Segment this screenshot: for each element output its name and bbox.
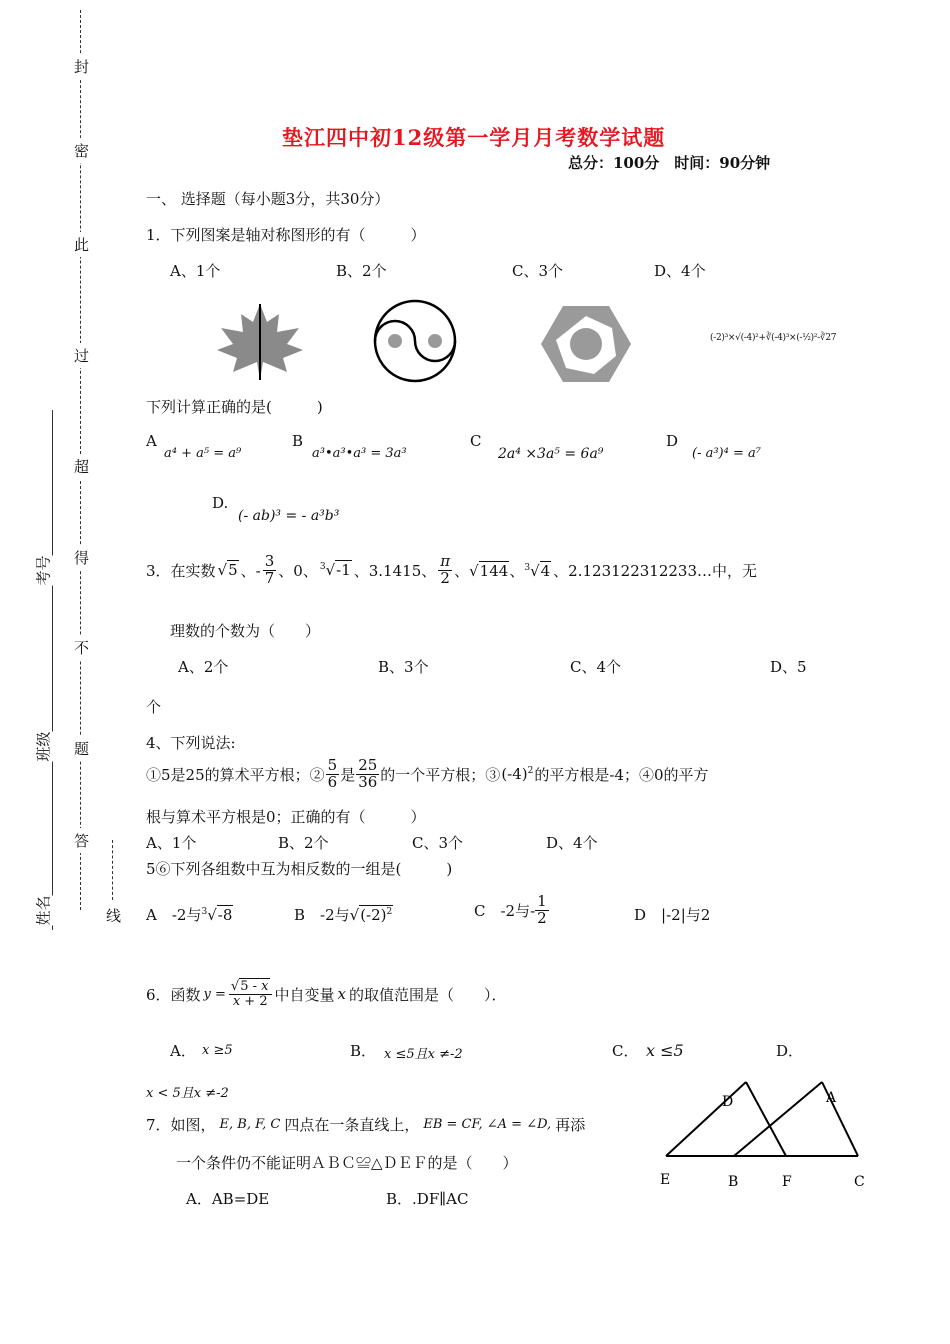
- seal-char-8: 题: [74, 736, 89, 761]
- q3-option-c: C、4个: [570, 658, 622, 676]
- q1-option-b: B、2个: [336, 262, 387, 280]
- q2-stem: 下列计算正确的是( ): [146, 398, 323, 416]
- q7-option-a: A．AB=DE: [186, 1190, 270, 1208]
- q3-stem2: 理数的个数为（ ）: [170, 622, 321, 640]
- q4-line1-b: 是: [340, 765, 356, 784]
- q6-option-c-expr: x ≤5: [646, 1041, 684, 1060]
- label-e: E: [660, 1172, 671, 1188]
- q3-sqrt5: √5: [217, 561, 238, 580]
- q7-condition: EB = CF, ∠A = ∠D,: [423, 1117, 552, 1132]
- q3-option-b: B、3个: [378, 658, 429, 676]
- q1-option-c: C、3个: [512, 262, 564, 280]
- q7-stem-c: 再添: [555, 1116, 586, 1134]
- q1-option-a: A、1个: [170, 262, 221, 280]
- q2-expr-a: a⁴ + a⁵ = a⁹: [164, 446, 242, 461]
- q7-stem-a: 7．如图，: [146, 1116, 216, 1134]
- q2-expr-d2: (- ab)³ = - a³b³: [238, 508, 340, 524]
- q5-option-a: A -2与$^3$√-8: [146, 906, 233, 924]
- q6-x: x: [337, 985, 346, 1004]
- q6-option-d-label: D．: [776, 1042, 804, 1060]
- label-b: B: [728, 1174, 739, 1190]
- q2-label-d: D: [666, 432, 679, 450]
- q7-points: E, B, F, C: [219, 1117, 281, 1132]
- q6-y: y =: [203, 986, 226, 1002]
- q4-frac-25-36: $\frac{25}{36}$: [358, 756, 378, 791]
- q7-line2: 一个条件仍不能证明ＡＢＣ≌△ＤＥＦ的是（ ）: [176, 1154, 518, 1172]
- seal-char-2: 密: [74, 138, 89, 163]
- q1-option-d: D、4个: [654, 262, 706, 280]
- q7-stem-b: 四点在一条直线上，: [284, 1116, 420, 1134]
- q1-stem: 1．下列图案是轴对称图形的有（ ）: [146, 226, 426, 244]
- q4-stem: 4、下列说法:: [146, 734, 236, 752]
- q5-option-b: B -2与$√(-2)^2$: [294, 906, 393, 924]
- q4-line1-c: 的一个平方根；③: [380, 765, 501, 784]
- label-f: F: [782, 1174, 792, 1190]
- q3-cbrt-neg1: $^3$√-1: [319, 561, 351, 580]
- q6-option-b-label: B．: [350, 1042, 377, 1060]
- triangles-figure: [650, 1076, 870, 1196]
- q6-option-d-expr: x < 5且x ≠-2: [146, 1086, 229, 1101]
- q3-stem-line: [146, 554, 757, 587]
- q6-option-a-label: A．: [170, 1042, 196, 1060]
- q4-option-b: B、2个: [278, 834, 329, 852]
- q4-option-a: A、1个: [146, 834, 197, 852]
- q4-neg4-squared: $(-4)^2$: [501, 765, 534, 784]
- q3-stem-b: 、0、: [278, 561, 318, 580]
- q3-option-d: D、5: [770, 658, 807, 676]
- q6-option-c-label: C．: [612, 1042, 639, 1060]
- q3-stem-a: 3．在实数: [146, 561, 216, 580]
- q2-expr-b: a³•a³•a³ = 3a³: [312, 446, 407, 461]
- q2-label-b: B: [292, 432, 304, 450]
- q5-stem: 5⑥下列各组数中互为相反数的一组是( ): [146, 860, 453, 878]
- q7-option-b: B．.DF∥AC: [386, 1190, 469, 1208]
- seal-char-7: 不: [74, 635, 89, 660]
- q5-option-c: C -2与- $\frac{1}{2}$: [474, 892, 547, 927]
- label-d: D: [722, 1094, 734, 1110]
- q1-expression-image: (-2)³×√(-4)²+∛(-4)³×(-½)²-∛27: [710, 333, 837, 343]
- q6-option-b-expr: x ≤5且x ≠-2: [384, 1047, 463, 1062]
- q3-stem-c: 、3.1415、: [353, 561, 437, 580]
- q4-frac-5-6: $\frac{5}{6}$: [327, 756, 338, 791]
- q7-stem-line: [146, 1114, 585, 1135]
- q2-expr-d: (- a³)⁴ = a⁷: [692, 446, 761, 461]
- field-exam-number: 考号: [34, 555, 53, 586]
- field-class: 班级: [34, 731, 53, 762]
- q4-line1-a: ①5是25的算术平方根；②: [146, 765, 325, 784]
- q2-expr-c: 2a⁴ ×3a⁵ = 6a⁹: [498, 446, 604, 462]
- field-line: [52, 410, 53, 930]
- field-name: 姓名: [34, 895, 53, 926]
- q2-label-c: C: [470, 432, 482, 450]
- q3-sep2: 、√144、$^3$√4: [454, 561, 551, 580]
- seal-char-1: 封: [74, 54, 89, 79]
- q3-tail: 个: [146, 698, 162, 716]
- q2-label-d2: D.: [212, 494, 229, 512]
- label-a: A: [826, 1090, 837, 1106]
- q3-frac-3-7: $\frac{3}{7}$: [264, 552, 275, 587]
- q6-stem-b: 中自变量: [274, 985, 335, 1004]
- section-heading: 一、 选择题（每小题3分，共30分）: [146, 190, 390, 208]
- q3-option-a: A、2个: [178, 658, 229, 676]
- q6-stem-line: [146, 980, 507, 1008]
- q6-func-fraction: $\frac{√5 - x}{x + 2}$: [229, 980, 272, 1008]
- q3-stem-d: 、2.123122312233…中，无: [553, 561, 758, 580]
- q5-option-d: D |-2|与2: [634, 906, 711, 924]
- q6-stem-c: 的取值范围是（ ）．: [348, 985, 507, 1004]
- q6-option-a-expr: x ≥5: [202, 1043, 233, 1058]
- seal-char-4: 过: [74, 343, 89, 368]
- q4-line1-d: 的平方根是-4；④0的平方: [534, 765, 709, 784]
- q4-line2: 根与算术平方根是0；正确的有（ ）: [146, 808, 426, 826]
- seal-char-6: 得: [74, 545, 89, 570]
- seal-char-10: 线: [106, 907, 122, 925]
- q3-frac-pi-2: $\frac{\pi}{2}$: [440, 552, 451, 587]
- seal-dashed-line-2: [112, 840, 113, 900]
- q4-line1: [146, 758, 709, 791]
- yin-yang-figure: [370, 298, 460, 384]
- maple-leaf-figure: [215, 300, 305, 382]
- label-c: C: [854, 1174, 865, 1190]
- page-title: 垫江四中初12级第一学月月考数学试题: [282, 125, 666, 150]
- hexagon-figure: [540, 304, 632, 384]
- q2-label-a: A: [146, 432, 157, 450]
- seal-char-5: 超: [74, 454, 89, 479]
- q3-sep: 、-: [240, 561, 261, 580]
- q4-option-c: C、3个: [412, 834, 464, 852]
- seal-char-3: 此: [74, 232, 89, 257]
- exam-meta: 总分：100分 时间：90分钟: [568, 154, 771, 172]
- q6-stem-a: 6．函数: [146, 985, 201, 1004]
- seal-char-9: 答: [74, 828, 89, 853]
- q4-option-d: D、4个: [546, 834, 598, 852]
